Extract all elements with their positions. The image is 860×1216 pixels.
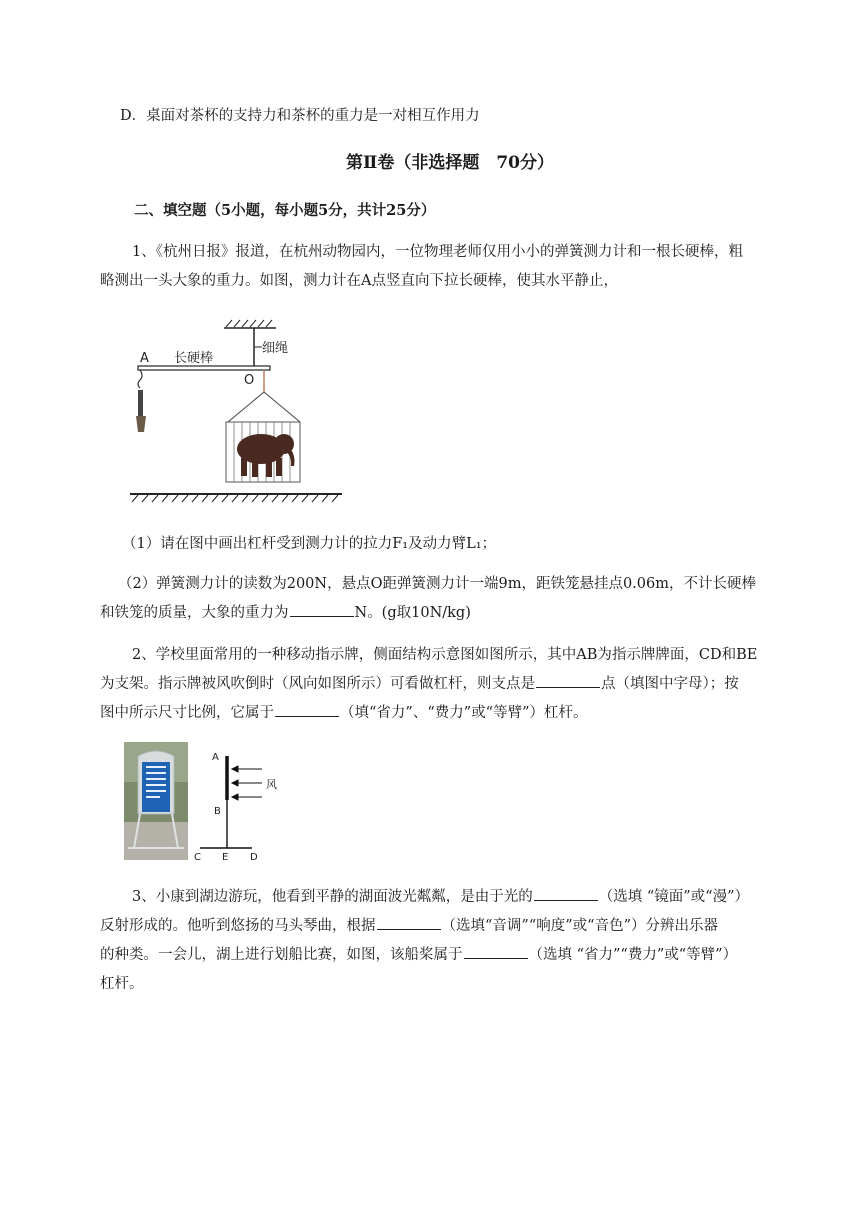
- point-c-label: C: [194, 852, 201, 863]
- q1-sub1: （1）请在图中画出杠杆受到测力计的拉力F₁及动力臂L₁；: [122, 536, 497, 552]
- q2-line-b-pre: 为支架。指示牌被风吹倒时（风向如图所示）可看做杠杆，则支点是: [100, 676, 535, 692]
- q1-sub2-line-a: （2）弹簧测力计的读数为200N，悬点O距弹簧测力计一端9m，距铁笼悬挂点0.06m，不计长硬棒: [118, 576, 756, 592]
- section-title: 二、填空题（5小题，每小题5分，共计25分）: [134, 202, 436, 219]
- sign-schematic-figure: [190, 742, 290, 864]
- rope-label: 细绳: [262, 341, 289, 356]
- q3-line-b-post: （选填“音调”“响度”或“音色”）分辨出乐器: [441, 918, 718, 934]
- answer-blank-fulcrum[interactable]: [536, 673, 600, 688]
- q3-line-c: [100, 941, 802, 970]
- q1-sub2-pre: 和铁笼的质量，大象的重力为: [100, 605, 289, 621]
- q3-line-a-post: （选填 “镜面”或“漫”）: [598, 889, 749, 905]
- q3-line-a-pre: 3、小康到湖边游玩，他看到平静的湖面波光粼粼，是由于光的: [132, 889, 533, 905]
- q3-line-b: [100, 912, 802, 941]
- point-b-label: B: [214, 806, 221, 817]
- q1-line-a: 1、《杭州日报》报道，在杭州动物园内，一位物理老师仅用小小的弹簧测力计和一根长硬棒，粗: [132, 244, 743, 260]
- q1-sub2: [100, 570, 802, 628]
- point-d-label: D: [250, 852, 258, 863]
- q3-line-a: [100, 883, 802, 912]
- part-title: 第Ⅱ卷（非选择题 70分）: [346, 153, 554, 173]
- answer-blank-reflection-type[interactable]: [534, 886, 598, 901]
- q1-sub2-post: N。(g取10N/kg): [354, 605, 471, 621]
- q1-sub2-line-b: [100, 599, 802, 628]
- answer-blank-lever-type[interactable]: [275, 702, 339, 717]
- wind-label: 风: [266, 778, 277, 791]
- q3-line-c-post: （选填 “省力”“费力”或“等臂”）: [528, 947, 738, 963]
- answer-blank-oar-lever[interactable]: [464, 944, 528, 959]
- q2-line-b-post: 点（填图中字母）；按: [601, 676, 739, 692]
- q1-line-b: 略测出一头大象的重力。如图，测力计在A点竖直向下拉长硬棒，使其水平静止，: [100, 273, 618, 289]
- q3-line-c-pre: 的种类。一会儿，湖上进行划船比赛，如图，该船桨属于: [100, 947, 463, 963]
- question-1-text: [100, 238, 802, 296]
- point-a-label: A: [140, 351, 149, 366]
- sign-photo: [124, 742, 188, 860]
- q3-line-b-pre: 反射形成的。他听到悠扬的马头琴曲，根据: [100, 918, 376, 934]
- wind-arrows: [232, 766, 262, 800]
- answer-blank-elephant-weight[interactable]: [290, 602, 354, 617]
- q3-line-d: 杠杆。: [100, 976, 144, 992]
- q2-line-c-post: （填“省力”、“费力”或“等臂”）杠杆。: [340, 705, 588, 721]
- q2-line-b: [100, 670, 802, 699]
- question-3-text: [100, 883, 802, 999]
- rod-label: 长硬棒: [174, 351, 214, 366]
- q2-line-a: 2、学校里面常用的一种移动指示牌，侧面结构示意图如图所示，其中AB为指示牌牌面，CD和BE: [132, 647, 758, 663]
- point-o-label: O: [244, 373, 255, 388]
- option-d: D．桌面对茶杯的支持力和茶杯的重力是一对相互作用力: [120, 108, 480, 124]
- question-2-text: [100, 641, 802, 728]
- point-a-label-2: A: [212, 752, 219, 763]
- point-e-label: E: [222, 852, 229, 863]
- q2-line-c: [100, 699, 802, 728]
- q2-line-c-pre: 图中所示尺寸比例，它属于: [100, 705, 274, 721]
- elephant-lever-figure: [128, 318, 348, 508]
- answer-blank-sound-property[interactable]: [377, 915, 441, 930]
